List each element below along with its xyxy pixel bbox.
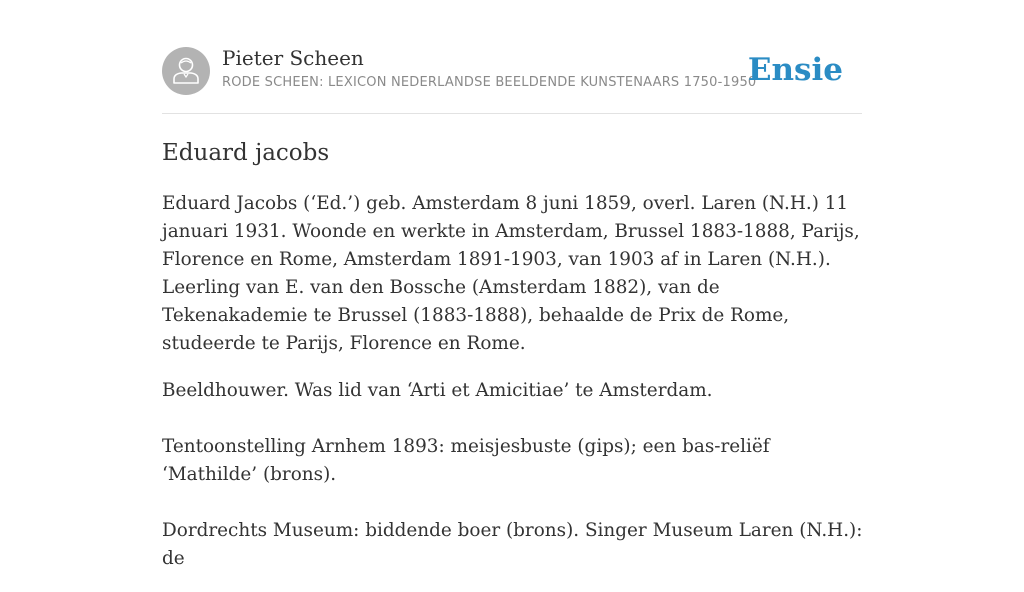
ensie-logo[interactable]: Ensie: [747, 52, 843, 88]
author-header: [162, 46, 862, 96]
header-divider: [162, 113, 862, 114]
user-placeholder-icon: [162, 47, 210, 95]
avatar[interactable]: [162, 47, 210, 95]
page-title: Eduard jacobs: [162, 140, 330, 166]
article-paragraph: Tentoonstelling Arnhem 1893: meisjesbuste (gips); een bas-reliëf ‘Mathilde’ (brons).: [162, 436, 770, 485]
article-paragraph: Beeldhouwer. Was lid van ‘Arti et Amicitiae’ te Amsterdam.: [162, 380, 713, 401]
article-paragraph: Dordrechts Museum: biddende boer (brons). Singer Museum Laren (N.H.): de: [162, 520, 863, 569]
article-paragraph: Eduard Jacobs (‘Ed.’) geb. Amsterdam 8 juni 1859, overl. Laren (N.H.) 11 januari 1931. Woonde en werkte in Amsterdam, Brussel 1883-1888, Parijs, Florence en Rome, Amsterdam 1891-1903, van 1903 af in Laren (N.H.). Leerling van E. van den Bossche (Amsterdam 1882), van de Tekenakademie te Brussel (1883-1888), behaalde de Prix de Rome, studeerde te Parijs, Florence en Rome.: [162, 193, 860, 354]
author-name[interactable]: Pieter Scheen: [222, 46, 364, 70]
source-title[interactable]: RODE SCHEEN: LEXICON NEDERLANDSE BEELDENDE KUNSTENAARS 1750-1950: [222, 75, 757, 90]
article-body: [162, 190, 866, 592]
